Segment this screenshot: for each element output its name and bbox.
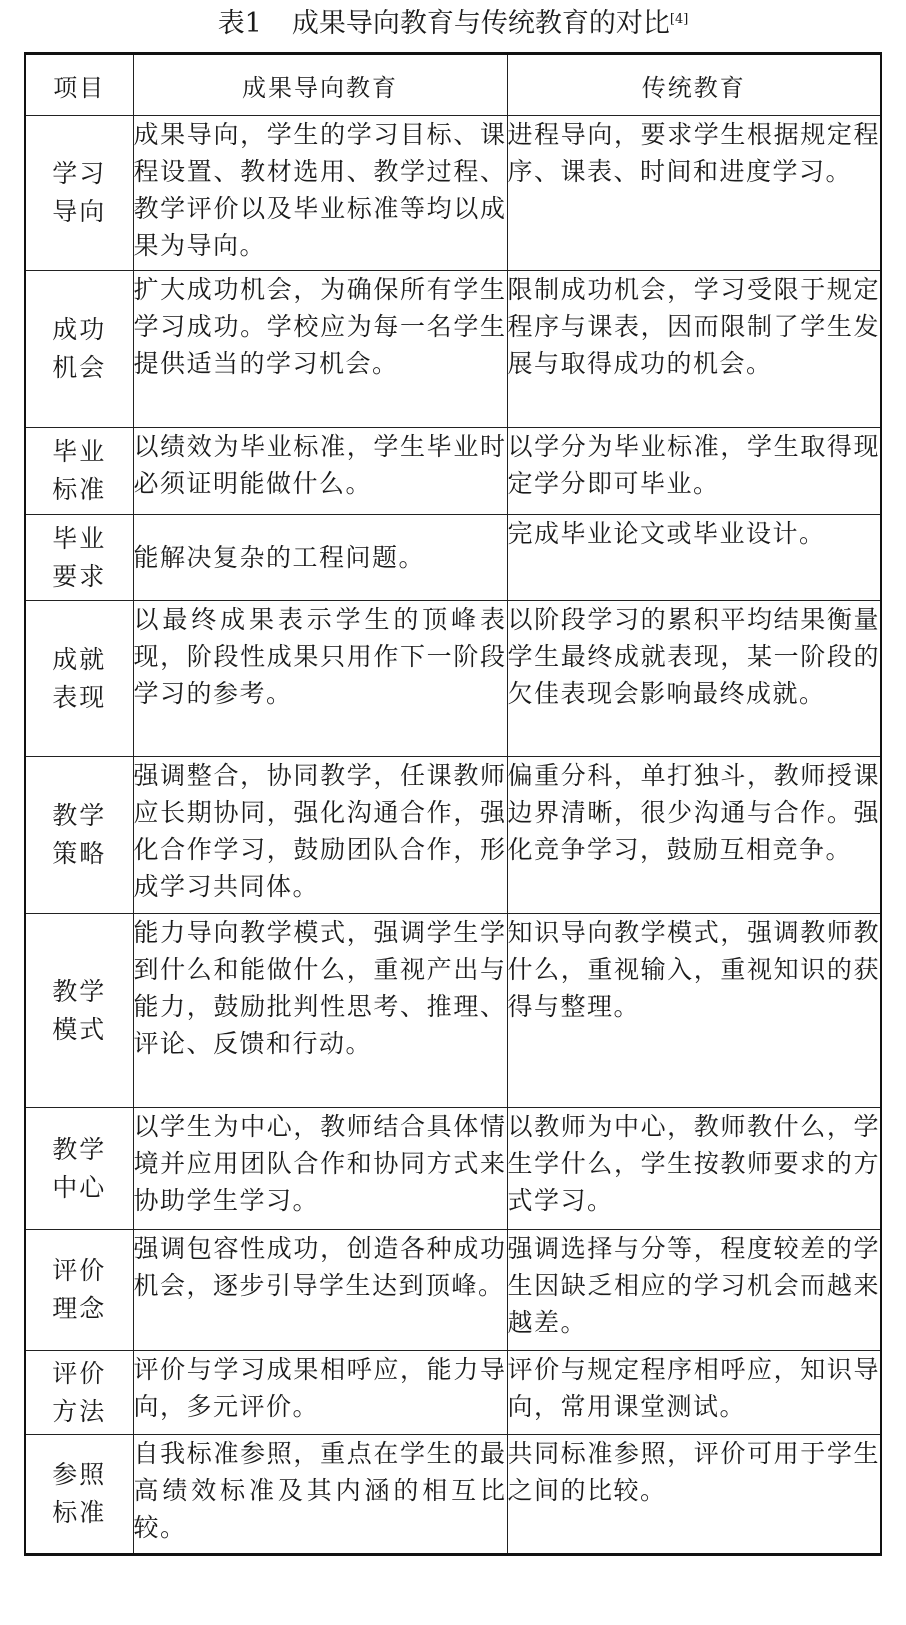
- table-row: [25, 1230, 881, 1351]
- table-caption-label: 表1: [217, 8, 262, 39]
- row-obe-cell: 扩大成功机会，为确保所有学生学习成功。学校应为每一名学生提供适当的学习机会。: [133, 271, 507, 428]
- row-obe-cell: 以最终成果表示学生的顶峰表现，阶段性成果只用作下一阶段学习的参考。: [133, 601, 507, 757]
- row-obe-cell: 强调包容性成功，创造各种成功机会，逐步引导学生达到顶峰。: [133, 1230, 507, 1351]
- row-item-label: 成功机会: [25, 271, 133, 428]
- row-item-label: 成就表现: [25, 601, 133, 757]
- row-traditional-cell: 知识导向教学模式，强调教师教什么，重视输入，重视知识的获得与整理。: [507, 914, 881, 1108]
- row-obe-cell: 成果导向，学生的学习目标、课程设置、教材选用、教学过程、教学评价以及毕业标准等均以成果为导向。: [133, 116, 507, 271]
- table-row: [25, 515, 881, 601]
- table-row: [25, 1108, 881, 1230]
- row-item-label: 学习导向: [25, 116, 133, 271]
- table-row: [25, 116, 881, 271]
- row-obe-cell: 自我标准参照，重点在学生的最高绩效标准及其内涵的相互比较。: [133, 1435, 507, 1555]
- table-row: [25, 1351, 881, 1435]
- row-obe-cell: 以绩效为毕业标准，学生毕业时必须证明能做什么。: [133, 428, 507, 515]
- row-traditional-cell: 以阶段学习的累积平均结果衡量学生最终成就表现，某一阶段的欠佳表现会影响最终成就。: [507, 601, 881, 757]
- row-traditional-cell: 评价与规定程序相呼应，知识导向，常用课堂测试。: [507, 1351, 881, 1435]
- table-row: [25, 757, 881, 914]
- row-obe-cell: 以学生为中心，教师结合具体情境并应用团队合作和协同方式来协助学生学习。: [133, 1108, 507, 1230]
- header-item: 项目: [25, 54, 133, 116]
- row-item-label: 毕业要求: [25, 515, 133, 601]
- header-obe: 成果导向教育: [133, 54, 507, 116]
- row-obe-cell: 强调整合，协同教学，任课教师应长期协同，强化沟通合作，强化合作学习，鼓励团队合作，形成学习共同体。: [133, 757, 507, 914]
- table-caption: [0, 6, 906, 42]
- row-obe-cell: 能解决复杂的工程问题。: [133, 515, 507, 601]
- row-item-label: 教学策略: [25, 757, 133, 914]
- table-header-row: [25, 54, 881, 116]
- table-row: [25, 1435, 881, 1555]
- row-traditional-cell: 偏重分科，单打独斗，教师授课边界清晰，很少沟通与合作。强化竞争学习，鼓励互相竞争。: [507, 757, 881, 914]
- row-obe-cell: 能力导向教学模式，强调学生学到什么和能做什么，重视产出与能力，鼓励批判性思考、推理、评论、反馈和行动。: [133, 914, 507, 1108]
- row-traditional-cell: 以教师为中心，教师教什么，学生学什么，学生按教师要求的方式学习。: [507, 1108, 881, 1230]
- row-item-label: 评价理念: [25, 1230, 133, 1351]
- table-row: [25, 601, 881, 757]
- row-item-label: 参照标准: [25, 1435, 133, 1555]
- comparison-table: [24, 52, 882, 1556]
- citation-ref: [4]: [669, 12, 689, 27]
- table-row: [25, 428, 881, 515]
- table-row: [25, 914, 881, 1108]
- row-item-label: 教学模式: [25, 914, 133, 1108]
- row-traditional-cell: 强调选择与分等，程度较差的学生因缺乏相应的学习机会而越来越差。: [507, 1230, 881, 1351]
- row-item-label: 毕业标准: [25, 428, 133, 515]
- row-item-label: 教学中心: [25, 1108, 133, 1230]
- row-traditional-cell: 共同标准参照，评价可用于学生之间的比较。: [507, 1435, 881, 1555]
- header-traditional: 传统教育: [507, 54, 881, 116]
- row-traditional-cell: 进程导向，要求学生根据规定程序、课表、时间和进度学习。: [507, 116, 881, 271]
- table-caption-title: 成果导向教育与传统教育的对比: [291, 8, 670, 39]
- row-traditional-cell: 限制成功机会，学习受限于规定程序与课表，因而限制了学生发展与取得成功的机会。: [507, 271, 881, 428]
- row-traditional-cell: 以学分为毕业标准，学生取得现定学分即可毕业。: [507, 428, 881, 515]
- row-obe-cell: 评价与学习成果相呼应，能力导向，多元评价。: [133, 1351, 507, 1435]
- row-item-label: 评价方法: [25, 1351, 133, 1435]
- row-traditional-cell: 完成毕业论文或毕业设计。: [507, 515, 881, 601]
- table-row: [25, 271, 881, 428]
